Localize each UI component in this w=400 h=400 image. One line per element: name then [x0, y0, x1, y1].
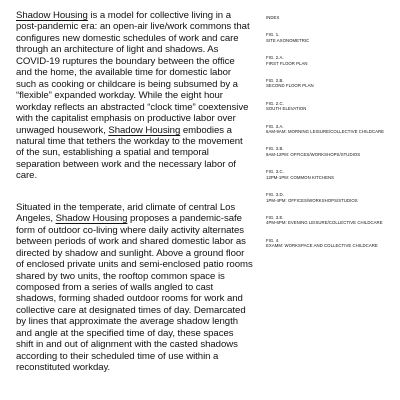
paragraph-2-text-a: Situated in the temperate, arid climate of central Los Angeles, [16, 201, 236, 225]
project-name-link[interactable]: Shadow Housing [108, 124, 181, 136]
index-fig-number: FIG. 3.D. [266, 192, 284, 198]
paragraph-2 [16, 202, 253, 374]
index-fig-caption: FIRST FLOOR PLAN [266, 60, 308, 66]
index-entry [266, 101, 396, 112]
index-fig-caption: SITE AXONOMETRIC [266, 37, 310, 43]
project-name-link[interactable]: Shadow Housing [55, 213, 128, 225]
index-fig-number: FIG. 3.A. [266, 123, 284, 129]
index-fig-number: FIG. 2.B. [266, 78, 284, 84]
index-entry [266, 124, 396, 135]
paragraph-1 [16, 10, 253, 182]
index-entry [266, 55, 396, 66]
index-entry [266, 169, 396, 180]
index-entry [266, 78, 396, 89]
index-entry [266, 146, 396, 157]
index-fig-caption: EXAMM: WORKSPACE AND COLLECTIVE CHILDCARE [266, 243, 378, 249]
index-fig-caption: 6AM-9AM: MORNING LEISURE/COLLECTIVE CHILDCARE [266, 129, 385, 135]
index-fig-number: FIG. 2.A. [266, 55, 284, 61]
index-fig-number: FIG. 3.E. [266, 214, 284, 220]
index-entry [266, 32, 396, 43]
paragraph-1-text-b: embodies a natural time that tethers the workday to the movement of the sun, establishing a spatial and temporal separation between work and the necessary labor of care. [16, 124, 243, 182]
main-text-column [16, 10, 253, 394]
index-title: INDEX [266, 15, 280, 20]
index-list [266, 32, 396, 248]
index-entry [266, 215, 396, 226]
index-fig-caption: 12PM-1PM: COMMON KITCHENS [266, 174, 335, 180]
figure-index [266, 15, 396, 261]
index-entry [266, 192, 396, 203]
index-fig-caption: 9AM-12PM: OFFICES/WORKSHOPS/STUDIOS [266, 151, 361, 157]
paragraph-1-text-a: is a model for collective living in a post-pandemic era: an open-air live/work commons that configures new domestic schedules of work and care through an architecture of light and shadows. As COVID-19 ruptures the boundary between the office and the home, the available time for domestic labor such as cooking or childcare is being subsumed by a “flexible” expanded workday. While the eight hour workday reflects an abstracted “clock time” coextensive with the capitalist emphasis on productive labor over unwaged housework, [16, 10, 250, 136]
index-entry [266, 238, 396, 249]
paragraph-2-text-b: proposes a pandemic-safe form of outdoor co-living where daily activity alternates between periods of work and shared domestic labor as directed by shadow and sunlight. Above a ground floor of enclosed private units and semi-enclosed patio rooms shared by two units, the rooftop common space is composed from a series of walls angled to cast shadows, forming shaded outdoor rooms for work and collective care at designated times of day. Demarcated by lines that approximate the average shadow length and angle at the specified time of day, these spaces shift in and out of alignment with the casted shadows according to their scheduled time of use within a reconstituted workday. [16, 213, 253, 374]
index-fig-number: FIG. 4. [266, 237, 280, 243]
index-fig-caption: SOUTH ELEVATION [266, 106, 307, 112]
index-fig-number: FIG. 3.C. [266, 169, 284, 175]
index-fig-number: FIG. 2.C. [266, 100, 284, 106]
index-fig-caption: SECOND FLOOR PLAN [266, 83, 314, 89]
index-fig-caption: 1PM-4PM: OFFICES/WORKSHOPS/STUDIOS [266, 197, 358, 203]
project-name-link[interactable]: Shadow Housing [16, 10, 88, 21]
index-fig-number: FIG. 3.B. [266, 146, 284, 152]
index-fig-number: FIG. 1. [266, 32, 280, 38]
index-fig-caption: 4PM-6PM: EVENING LEISURE/COLLECTIVE CHILDCARE [266, 220, 383, 226]
